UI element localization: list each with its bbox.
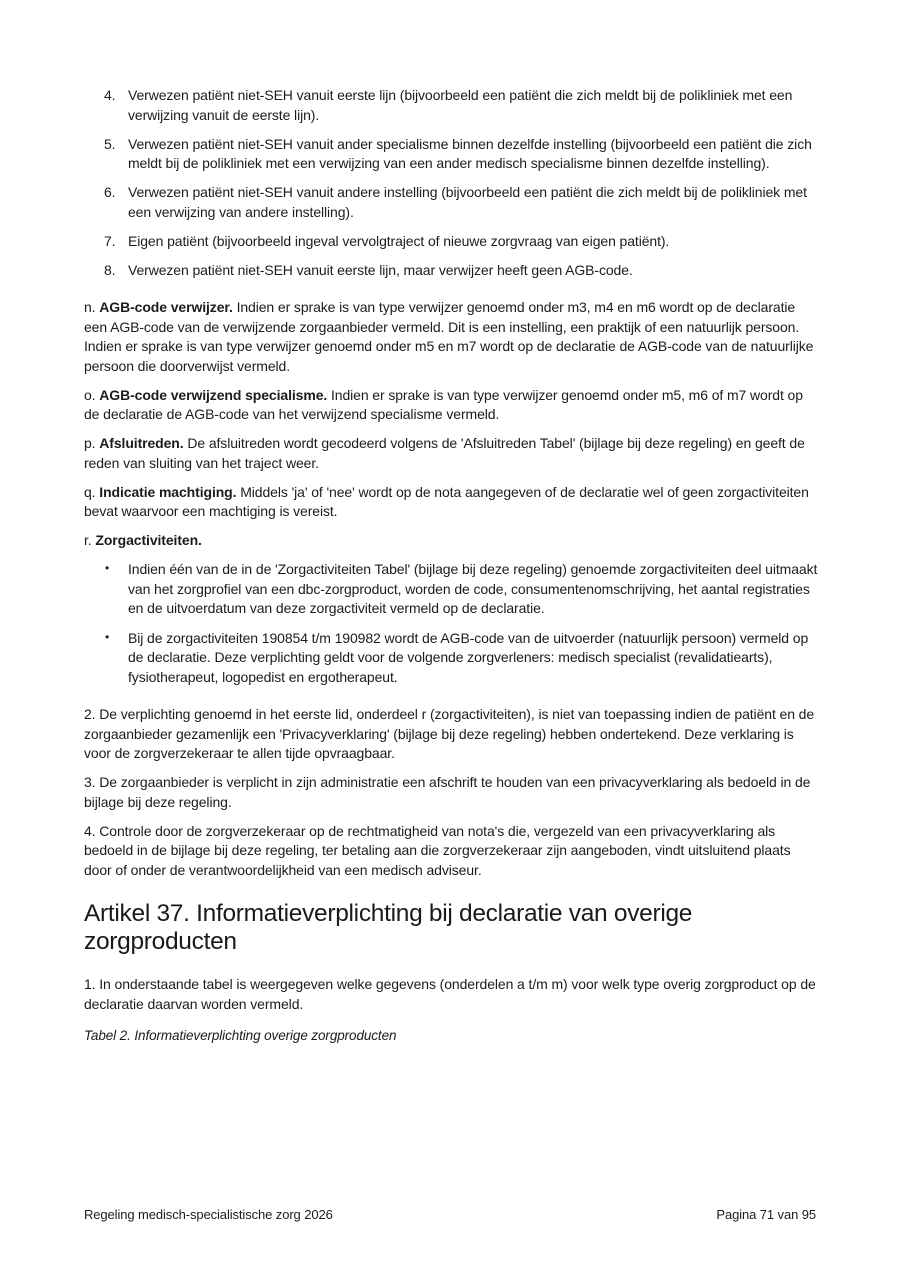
bullet-item: [84, 629, 818, 688]
paragraph-term: Afsluitreden.: [99, 435, 184, 451]
article-heading: Artikel 37. Informatieverplichting bij declaratie van overige zorgproducten: [84, 900, 693, 955]
paragraph-o: [84, 386, 818, 425]
paragraph-prefix: p.: [84, 435, 96, 451]
bullet-text: Bij de zorgactiviteiten 190854 t/m 190982 wordt de AGB-code van de uitvoerder (natuurlijk persoon) vermeld op de declaratie. Deze verplichting geldt voor de volgende zorgverleners: medisch specialist (revalidatiearts), fysiotherapeut, logopedist en ergotherapeut.: [128, 629, 809, 685]
bullet-text: Indien één van de in de 'Zorgactiviteiten Tabel' (bijlage bij deze regeling) genoemde zorgactiviteiten deel uitmaakt van het zorgprofiel van een dbc-zorgproduct, worden de code, consumentenomschrijving, het aantal registraties en de uitvoerdatum van deze zorgactiviteit vermeld op de declaratie.: [128, 561, 818, 616]
paragraph-prefix: o.: [84, 386, 96, 403]
page-footer: [84, 1207, 816, 1223]
paragraph-prefix: r.: [84, 532, 92, 548]
paragraph-lid4: 4. Controle door de zorgverzekeraar op de rechtmatigheid van nota's die, vergezeld van een privacyverklaring als bedoeld in de bijlage bij deze regeling, ter betaling aan die zorgverzekeraar zijn aangeboden, vindt uitsluitend plaats door of onder de verantwoordelijkheid van een medisch adviseur.: [84, 822, 791, 878]
paragraph-text: De afsluitreden wordt gecodeerd volgens de 'Afsluitreden Tabel' (bijlage bij deze regeling) en geeft de reden van sluiting van het traject weer.: [84, 435, 805, 471]
footer-page-number: Pagina 71 van 95: [716, 1207, 816, 1222]
table-caption: Tabel 2. Informatieverplichting overige zorgproducten: [84, 1028, 397, 1043]
zorgactiviteiten-bullet-list: [84, 560, 818, 687]
bullet-icon: •: [105, 629, 110, 644]
paragraph-term: Zorgactiviteiten.: [95, 532, 202, 548]
verwijzer-type-list: [84, 86, 818, 280]
paragraph-r: [84, 531, 818, 551]
footer-document-title: Regeling medisch-specialistische zorg 2026: [84, 1207, 333, 1222]
list-item: [84, 86, 818, 125]
paragraph-text: Middels 'ja' of 'nee' wordt op de nota aangegeven of de declaratie wel of geen zorgactiviteiten bevat waarvoor een machtiging is vereist.: [84, 483, 809, 519]
list-item-text: Verwezen patiënt niet-SEH vanuit ander specialisme binnen dezelfde instelling (bijvoorbeeld een patiënt die zich meldt bij de polikliniek met een verwijzing van een ander medisch specialisme binnen dezelfde instelling).: [128, 135, 812, 171]
list-item: [84, 232, 818, 252]
paragraph-prefix: q.: [84, 483, 96, 500]
list-item-text: Verwezen patiënt niet-SEH vanuit eerste lijn (bijvoorbeeld een patiënt die zich meldt bij de polikliniek met een verwijzing vanuit de eerste lijn).: [128, 87, 793, 123]
paragraph-q: [84, 483, 818, 522]
paragraph-text: Indien er sprake is van type verwijzer genoemd onder m3, m4 en m6 wordt op de declaratie een AGB-code van de verwijzende zorgaanbieder vermeld. Dit is een instelling, een praktijk of een natuurlijk persoon. Indien er sprake is van type verwijzer genoemd onder m5 en m7 wordt op de declaratie de AGB-code van de natuurlijke persoon die doorverwijst vermeld.: [84, 299, 814, 374]
paragraph-n: [84, 298, 818, 376]
paragraph-term: Indicatie machtiging.: [99, 483, 237, 500]
paragraph-term: AGB-code verwijzer.: [99, 299, 233, 315]
bullet-icon: •: [105, 561, 110, 575]
paragraph-term: AGB-code verwijzend specialisme.: [99, 386, 328, 403]
paragraph-lid3: 3. De zorgaanbieder is verplicht in zijn administratie een afschrift te houden van een privacyverklaring als bedoeld in de bijlage bij deze regeling.: [84, 774, 811, 810]
list-item-text: Verwezen patiënt niet-SEH vanuit andere instelling (bijvoorbeeld een patiënt die zich meldt bij de polikliniek met een verwijzing van andere instelling).: [128, 184, 807, 220]
list-item: [84, 135, 818, 174]
list-item: [84, 261, 818, 281]
paragraph-text: Indien er sprake is van type verwijzer genoemd onder m5, m6 of m7 wordt op de declaratie de AGB-code van het verwijzend specialisme vermeld.: [84, 386, 803, 422]
list-item-number: 5.: [104, 135, 116, 152]
paragraph-prefix: n.: [84, 299, 96, 315]
list-item-number: 8.: [104, 261, 116, 278]
bullet-item: [84, 560, 818, 619]
paragraph-p: [84, 434, 818, 473]
list-item-number: 6.: [104, 184, 116, 200]
list-item-number: 7.: [104, 232, 116, 249]
paragraph-lid2: 2. De verplichting genoemd in het eerste lid, onderdeel r (zorgactiviteiten), is niet van toepassing indien de patiënt en de zorgaanbieder gezamenlijk een 'Privacyverklaring' (bijlage bij deze regeling) hebben ondertekend. Deze verklaring is voor de zorgverzekeraar te allen tijde opvraagbaar.: [84, 706, 815, 761]
list-item-number: 4.: [104, 87, 116, 103]
paragraph-artikel37-lid1: 1. In onderstaande tabel is weergegeven welke gegevens (onderdelen a t/m m) voor welk type overig zorgproduct op de declaratie daarvan worden vermeld.: [84, 976, 816, 1012]
list-item: [84, 183, 818, 222]
page-content: [84, 86, 818, 1046]
list-item-text: Eigen patiënt (bijvoorbeeld ingeval vervolgtraject of nieuwe zorgvraag van eigen patiënt).: [128, 232, 670, 249]
list-item-text: Verwezen patiënt niet-SEH vanuit eerste lijn, maar verwijzer heeft geen AGB-code.: [128, 261, 633, 278]
